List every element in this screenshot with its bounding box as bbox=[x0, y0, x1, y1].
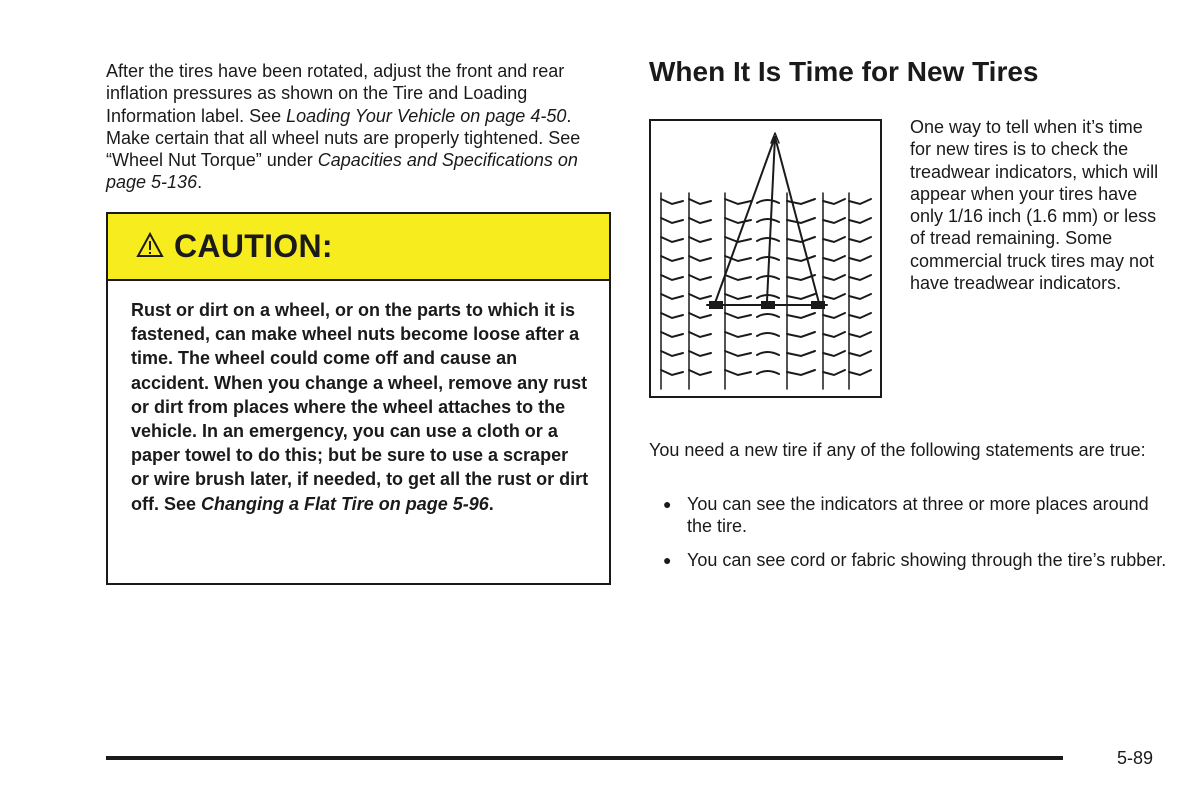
tread-groove bbox=[849, 294, 871, 299]
center-groove bbox=[757, 352, 779, 355]
tread-groove bbox=[849, 256, 871, 261]
list-item-text: You can see cord or fabric showing through the tire’s rubber. bbox=[687, 549, 1167, 570]
tread-groove bbox=[849, 351, 871, 356]
caution-header bbox=[108, 214, 609, 281]
tread-groove bbox=[787, 351, 815, 356]
tread-groove bbox=[689, 294, 711, 299]
list-item bbox=[649, 549, 1169, 571]
center-groove bbox=[757, 333, 779, 336]
tread-groove bbox=[661, 370, 683, 375]
tread-groove bbox=[689, 351, 711, 356]
tread-groove bbox=[725, 256, 751, 261]
caution-body-text: Rust or dirt on a wheel, or on the parts to which it is fastened, can make wheel nuts become loose after a time. The wheel could come off and cause an accident. When you change a wheel, remove any rust or dirt from places where the wheel attaches to the vehicle. In an emergency, you can use a cloth or a paper towel to do this; but be sure to use a scraper or wire brush later, if needed, to get all the rust or dirt off. See bbox=[131, 300, 589, 514]
tread-groove bbox=[823, 199, 845, 204]
tread-groove bbox=[849, 332, 871, 337]
caution-reference: Changing a Flat Tire on page 5-96 bbox=[201, 493, 489, 514]
treadwear-indicator-illustration bbox=[649, 119, 882, 398]
page-number: 5-89 bbox=[1117, 748, 1154, 768]
tread-drawing bbox=[651, 121, 880, 396]
tread-groove bbox=[849, 370, 871, 375]
tread-groove bbox=[849, 313, 871, 318]
tread-groove bbox=[689, 218, 711, 223]
tread-groove bbox=[823, 218, 845, 223]
tread-groove bbox=[661, 294, 683, 299]
tread-groove bbox=[689, 313, 711, 318]
caution-title: CAUTION: bbox=[174, 228, 333, 264]
section-heading: When It Is Time for New Tires bbox=[649, 56, 1039, 87]
caution-body bbox=[108, 281, 609, 516]
tread-groove bbox=[787, 332, 815, 337]
intro-reference-capacities: Capacities and Specifications on page 5-136 bbox=[106, 150, 578, 193]
center-groove bbox=[757, 219, 779, 222]
tread-groove bbox=[849, 218, 871, 223]
tread-groove bbox=[689, 275, 711, 280]
tread-groove bbox=[823, 351, 845, 356]
new-tire-conditions-list bbox=[649, 493, 1169, 582]
tread-groove bbox=[689, 256, 711, 261]
tread-groove bbox=[787, 294, 815, 299]
pointer-arrow bbox=[775, 137, 819, 303]
tread-groove bbox=[787, 218, 815, 223]
intro-text-1: After the tires have been rotated, adjust the front and rear inflation pressures as shown on the Tire and Loading Information label. See bbox=[106, 61, 565, 126]
tread-groove bbox=[661, 351, 683, 356]
tread-groove bbox=[787, 370, 815, 375]
list-item-text: You can see the indicators at three or more places around the tire. bbox=[687, 494, 1149, 537]
center-groove bbox=[757, 314, 779, 317]
tread-groove bbox=[823, 256, 845, 261]
tread-groove bbox=[787, 313, 815, 318]
tread-groove bbox=[849, 275, 871, 280]
tread-groove bbox=[689, 237, 711, 242]
tread-groove bbox=[787, 256, 815, 261]
tread-groove bbox=[823, 294, 845, 299]
intro-reference-loading: Loading Your Vehicle on page 4-50 bbox=[286, 105, 567, 126]
tread-groove bbox=[689, 199, 711, 204]
tread-groove bbox=[823, 313, 845, 318]
tread-groove bbox=[849, 237, 871, 242]
intro-text-3: . bbox=[197, 172, 203, 193]
tread-groove bbox=[661, 237, 683, 242]
tread-groove bbox=[661, 218, 683, 223]
caution-body-end: . bbox=[488, 493, 494, 514]
new-tire-intro: You need a new tire if any of the following statements are true: bbox=[649, 440, 1146, 460]
tread-groove bbox=[823, 275, 845, 280]
bullet-icon: ● bbox=[663, 496, 672, 512]
tread-groove bbox=[725, 370, 751, 375]
tread-groove bbox=[725, 275, 751, 280]
tread-groove bbox=[661, 332, 683, 337]
tread-groove bbox=[823, 370, 845, 375]
tread-groove bbox=[823, 332, 845, 337]
tread-groove bbox=[661, 199, 683, 204]
intro-paragraph bbox=[106, 60, 616, 194]
center-groove bbox=[757, 238, 779, 241]
center-groove bbox=[757, 200, 779, 203]
warning-triangle-icon bbox=[136, 232, 164, 258]
treadwear-description: One way to tell when it’s time for new tires is to check the treadwear indicators, which will appear when your tires have only 1/16 inch (1.6 mm) or less of tread remaining. Some commercial truck tires may not have treadwear indicators. bbox=[910, 117, 1159, 294]
list-item bbox=[649, 493, 1169, 538]
caution-box bbox=[106, 212, 611, 585]
bullet-icon: ● bbox=[663, 551, 672, 568]
tread-groove bbox=[725, 294, 751, 299]
tread-groove bbox=[849, 199, 871, 204]
tread-groove bbox=[689, 370, 711, 375]
tread-groove bbox=[661, 313, 683, 318]
tread-groove bbox=[689, 332, 711, 337]
tread-groove bbox=[661, 256, 683, 261]
tread-groove bbox=[725, 218, 751, 223]
tread-groove bbox=[823, 237, 845, 242]
tread-groove bbox=[725, 313, 751, 318]
tread-groove bbox=[725, 351, 751, 356]
intro-text-2: . Make certain that all wheel nuts are properly tightened. See “Wheel Nut Torque” under bbox=[106, 105, 581, 171]
center-groove bbox=[757, 371, 779, 374]
tread-groove bbox=[725, 332, 751, 337]
footer-rule bbox=[106, 756, 1063, 760]
center-groove bbox=[757, 257, 779, 260]
tread-groove bbox=[661, 275, 683, 280]
tread-groove bbox=[725, 199, 751, 204]
